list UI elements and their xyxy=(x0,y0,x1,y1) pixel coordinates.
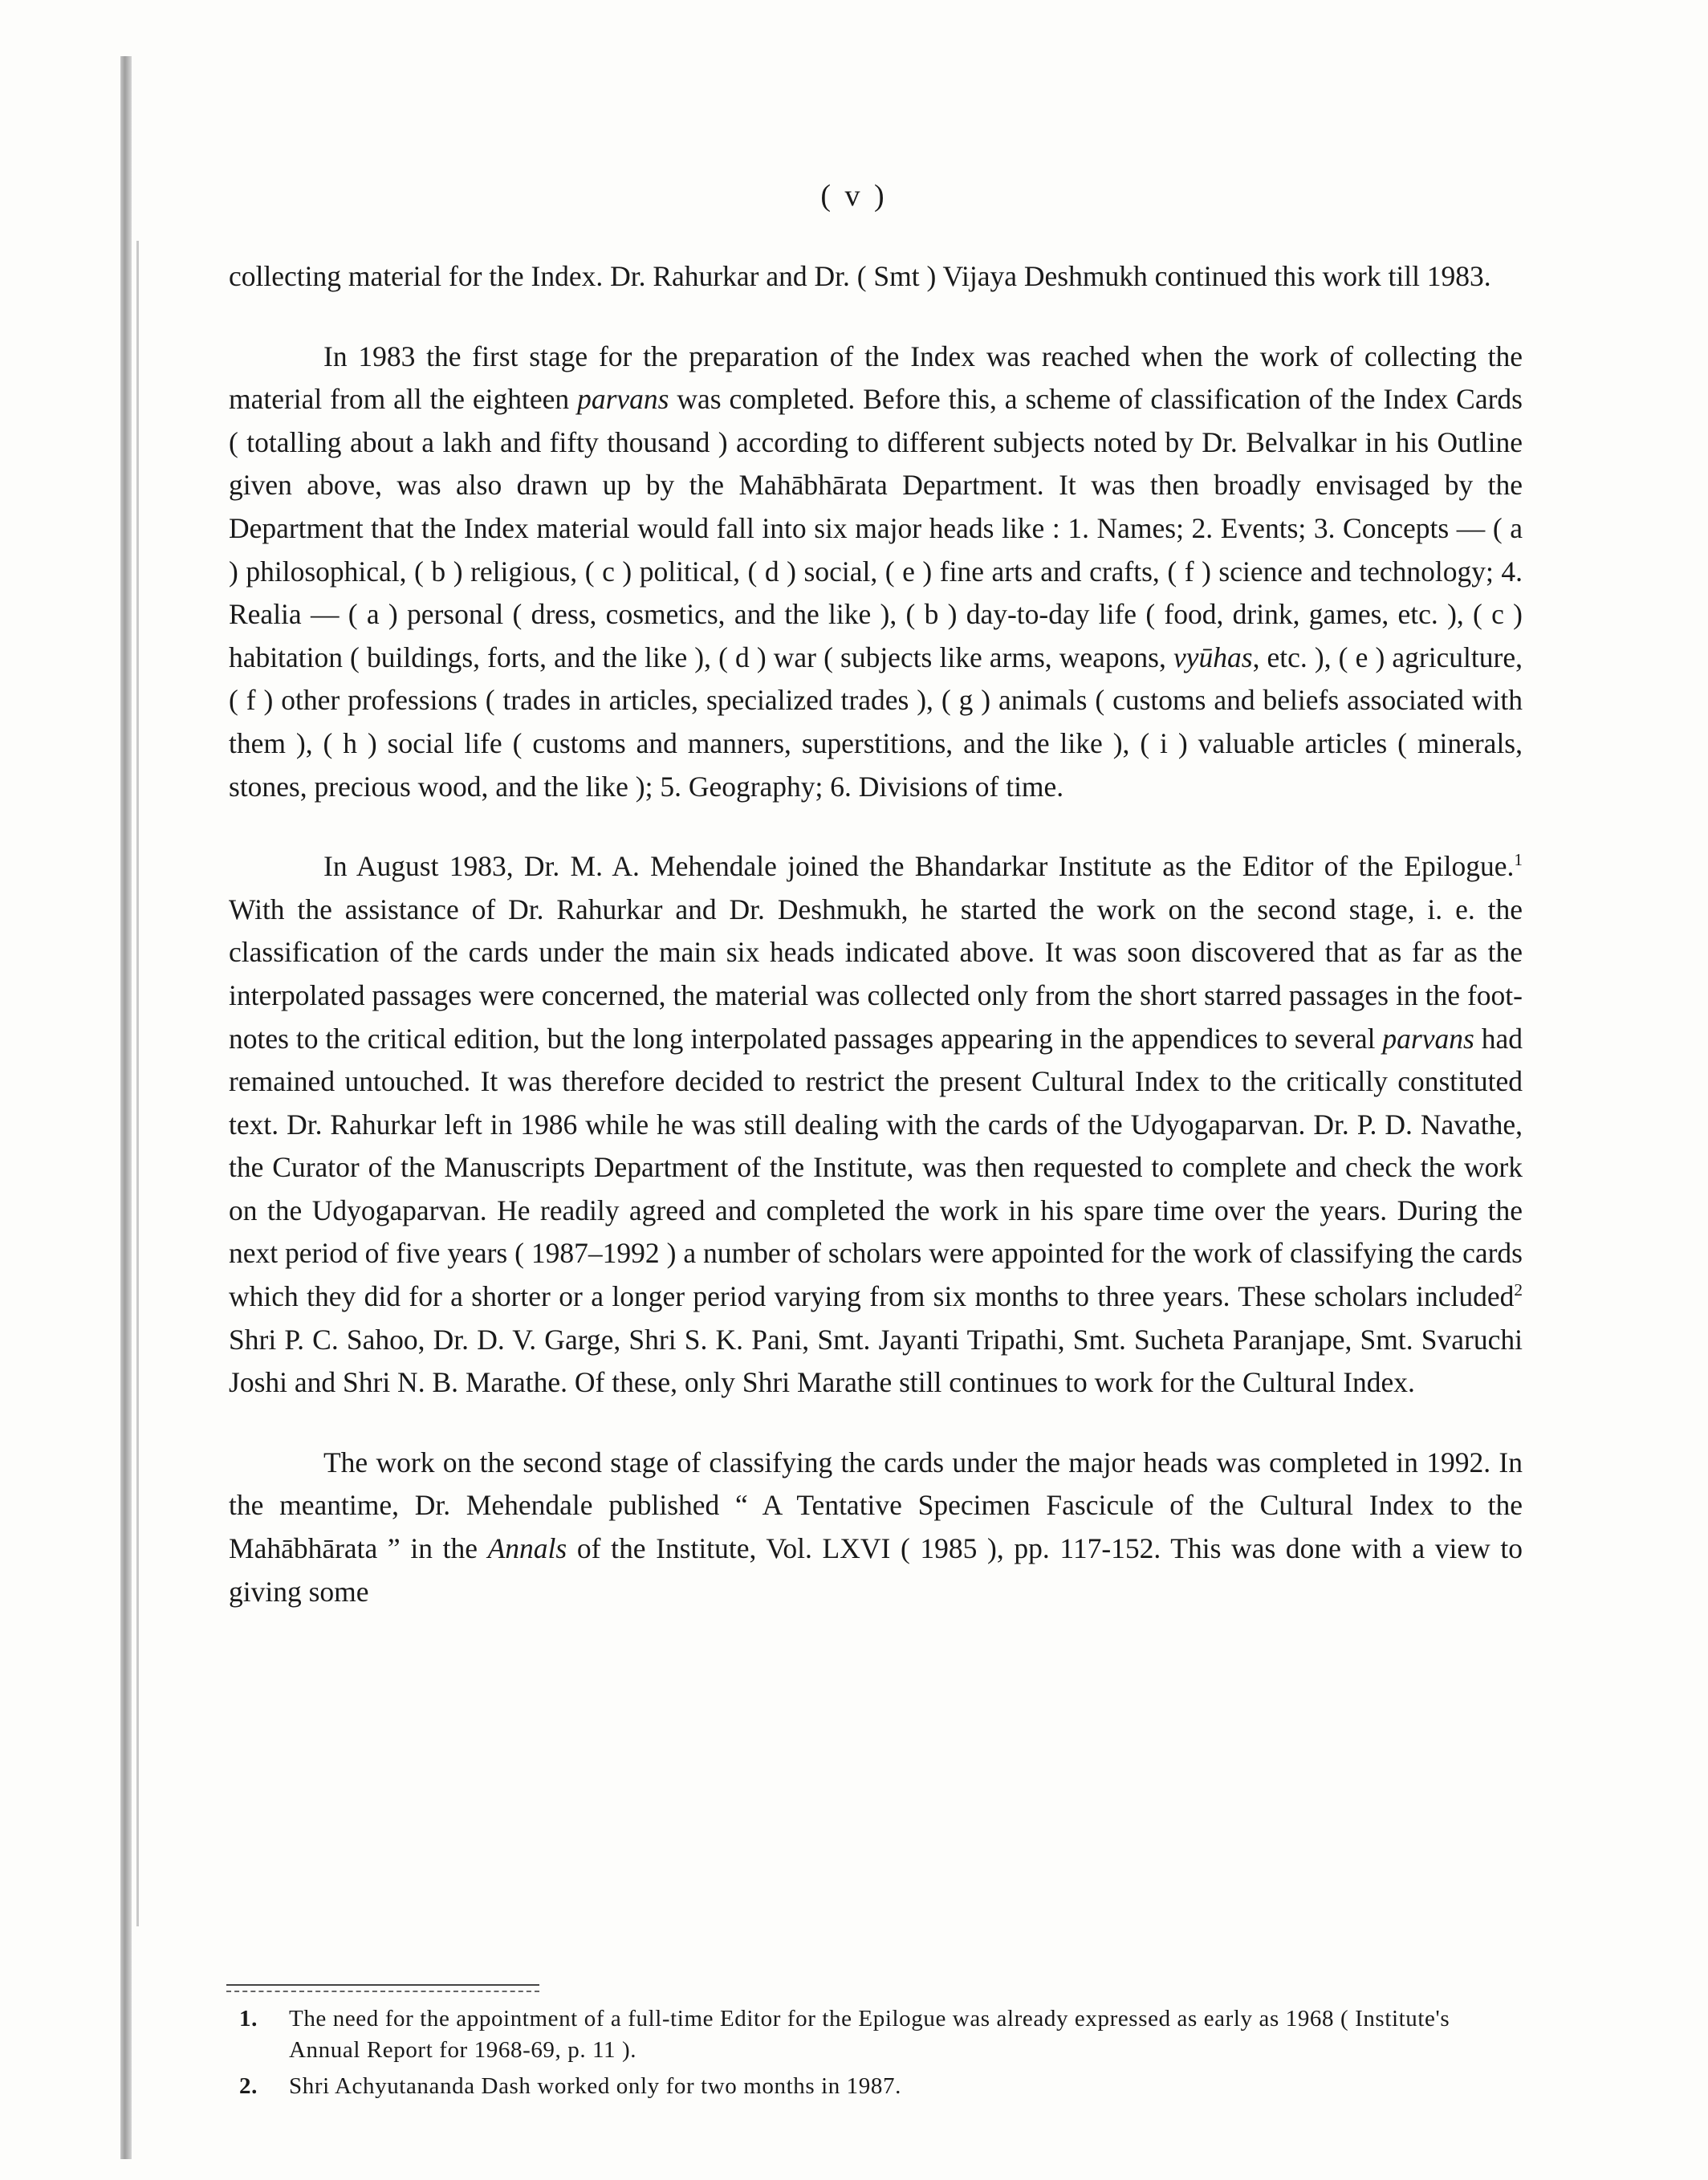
italic-term: vyūhas xyxy=(1173,641,1253,673)
text-run: was completed. Before this, a scheme of classification of the Index Cards ( totalling about a lakh and fifty thousand ) according to different subjects noted by Dr. Belvalkar in his Outline given above, was also drawn up by the Mahābhārata Department. It was then broadly envisaged by the Department that the Index material would fall into six major heads like : 1. Names; 2. Events; 3. Concepts — ( a ) philosophical, ( b ) religious, ( c ) political, ( d ) social, ( e ) fine arts and crafts, ( f ) science and technology; 4. Realia — ( a ) personal ( dress, cosmetics, and the like ), ( b ) day-to-day life ( food, drink, games, etc. ), ( c ) habitation ( buildings, forts, and the like ), ( d ) war ( subjects like arms, weapons, xyxy=(229,383,1523,673)
text-run: Shri P. C. Sahoo, Dr. D. V. Garge, Shri S. K. Pani, Smt. Jayanti Tripathi, Smt. Sucheta Paranjape, Smt. Svaruchi Joshi and Shri N. B. Marathe. Of these, only Shri Marathe still continues to work for the Cultural Index. xyxy=(229,1323,1523,1399)
footnote-number: 1. xyxy=(239,2006,258,2032)
text-run: With the assistance of Dr. Rahurkar and Dr. Deshmukh, he started the work on the second stage, i. e. the classification of the cards under the main six heads indicated above. It was soon discovered that as far as the interpolated passages were concerned, the material was collected only from the short starred passages in the foot-notes to the critical edition, but the long interpolated passages appearing in the appendices to several xyxy=(229,893,1523,1055)
body-text xyxy=(229,255,1523,1613)
italic-term: parvans xyxy=(577,383,669,416)
text-run: The work on the second stage of classifying the cards under the major heads was completed in 1992. In the meantime, Dr. Mehendale published “ A Tentative Specimen Fascicule of the Cultural Index to the Mahābhārata ” in the xyxy=(229,1446,1523,1565)
page-number: ( v ) xyxy=(820,179,888,213)
text-run: had remained untouched. It was therefore decided to restrict the present Cultural Index to the critically constituted text. Dr. Rahurkar left in 1986 while he was still dealing with the cards of the Udyogaparvan. Dr. P. D. Navathe, the Curator of the Manuscripts Department of the Institute, was then requested to complete and check the work on the Udyogaparvan. He readily agreed and completed the work in his spare time over the years. During the next period of five years ( 1987–1992 ) a number of scholars were appointed for the work of classifying the cards which they did for a shorter or a longer period varying from six months to three years. These scholars included xyxy=(229,1022,1523,1313)
footnote-text: Shri Achyutananda Dash worked only for two months in 1987. xyxy=(289,2073,901,2099)
text-run: , etc. ), ( e ) agriculture, ( f ) other professions ( trades in articles, specialized trades ), ( g ) animals ( customs and beliefs associated with them ), ( h ) social life ( customs and manners, superstitions, and the like ), ( i ) valuable articles ( minerals, stones, precious wood, and the like ); 5. Geography; 6. Divisions of time. xyxy=(229,641,1523,803)
footnote-separator xyxy=(226,1984,539,1992)
text-run: collecting material for the Index. Dr. Rahurkar and Dr. ( Smt ) Vijaya Deshmukh continued this work till 1983. xyxy=(229,260,1491,292)
text-run: In 1983 the first stage for the preparation of the Index was reached when the work of collecting the material from all the eighteen xyxy=(229,340,1523,416)
paragraph xyxy=(229,336,1523,809)
footnote-marker: 1 xyxy=(1514,850,1523,870)
paragraph xyxy=(229,845,1523,1405)
paragraph xyxy=(229,255,1523,299)
footnote-number: 2. xyxy=(239,2073,258,2099)
italic-term: Annals xyxy=(487,1532,567,1565)
paragraph xyxy=(229,1442,1523,1613)
text-run: of the Institute, Vol. LXVI ( 1985 ), pp. 117-152. This was done with a view to giving some xyxy=(229,1532,1523,1608)
footnotes xyxy=(233,2003,1517,2107)
footnote-marker: 2 xyxy=(1514,1280,1523,1300)
footnote-text: The need for the appointment of a full-time Editor for the Epilogue was already expressed as early as 1968 ( Institute's Annual Report for 1968-69, p. 11 ). xyxy=(289,2006,1450,2063)
page-binding-line xyxy=(136,241,139,1926)
italic-term: parvans xyxy=(1382,1022,1474,1055)
footnote xyxy=(233,2003,1517,2066)
page-binding-shadow xyxy=(120,56,132,2159)
text-run: In August 1983, Dr. M. A. Mehendale joined the Bhandarkar Institute as the Editor of the Epilogue. xyxy=(323,850,1515,883)
footnote xyxy=(233,2071,1517,2102)
